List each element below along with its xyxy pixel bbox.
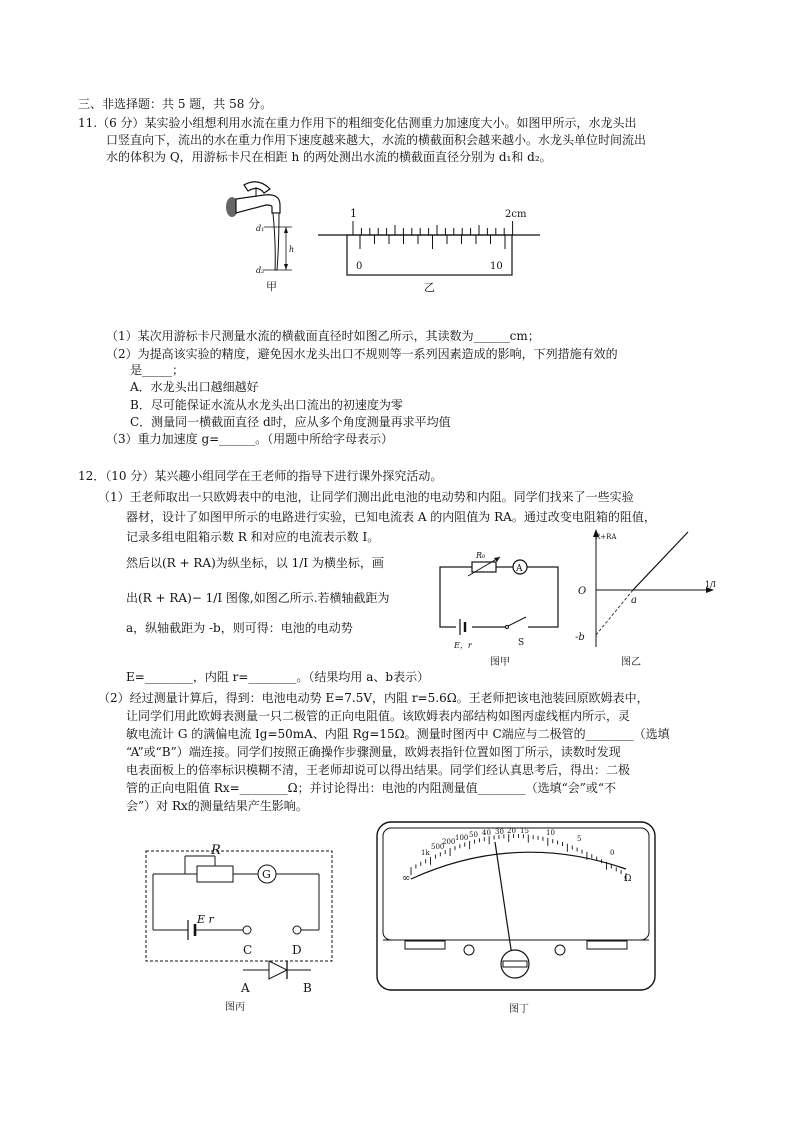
q12-p1-line6: a，纵轴截距为 -b，则可得：电池的电动势 xyxy=(126,621,353,635)
caption-bing: 图丙 xyxy=(225,1002,245,1013)
q11-sub1: （1）某次用游标卡尺测量水流的横截面直径时如图乙所示，其读数为______cm； xyxy=(106,329,540,343)
meter-scale-label: 50 xyxy=(469,831,478,839)
meter-scale-label: 500 xyxy=(431,843,445,851)
q11-stem-line3: 水的体积为 Q，用游标卡尺在相距 h 的两处测出水流的横截面直径分别为 d₁和 d₂。 xyxy=(106,150,552,164)
label-r0: R₀ xyxy=(476,551,486,560)
q11-stem-line2: 口竖直向下，流出的水在重力作用下速度越来越大，水流的横截面积会越来越小。水龙头单位时间流出 xyxy=(106,133,647,147)
graph-y-intercept: -b xyxy=(575,632,585,643)
ohmmeter-face-figure-ding xyxy=(376,821,656,1021)
meter-scale-label: 1k xyxy=(421,849,430,857)
meter-scale-label: 20 xyxy=(507,827,516,835)
meter-scale-label: 30 xyxy=(495,828,504,836)
q12-p1-line1: （1）王老师取出一只欧姆表中的电池，让同学们测出此电池的电动势和内阻。同学们找来了一些实验 xyxy=(98,490,634,504)
scale-unit-ohm: Ω xyxy=(624,874,632,884)
caption-graph-yi: 图乙 xyxy=(621,657,641,668)
q12-p2-line1: （2）经过测量计算后，得到：电池电动势 E=7.5V，内阻 r=5.6Ω。王老师把该电池装回原欧姆表中， xyxy=(98,691,649,705)
meter-scale-label: 0 xyxy=(610,849,615,857)
scale-infinity: ∞ xyxy=(402,873,411,884)
graph-y-label: R+RA xyxy=(595,533,617,541)
vernier-label-0: 0 xyxy=(356,261,363,272)
galvanometer-symbol: G xyxy=(262,868,271,881)
q12-p1-line3: 记录多组电阻箱示数 R 和对应的电流表示数 I。 xyxy=(126,530,380,544)
circuit-figure-jia xyxy=(432,553,567,668)
diode-terminal-a: A xyxy=(241,981,250,995)
meter-scale-label: 40 xyxy=(482,829,491,837)
diode-terminal-b: B xyxy=(303,981,312,995)
graph-origin: O xyxy=(578,586,587,597)
vernier-caliper-figure xyxy=(315,203,550,293)
q12-p2-line5: 电表面板上的倍率标识模糊不清，王老师却说可以得出结果。同学们经认真思考后，得出：二极 xyxy=(126,763,631,777)
q12-p1-line4: 然后以(R + RA)为纵坐标，以 1/I 为横坐标，画 xyxy=(126,556,384,570)
meter-scale-label: 10 xyxy=(546,829,555,837)
q11-stem-line1: 11.（6 分）某实验小组想利用水流在重力作用下的粗细变化估测重力加速度大小。如图甲所示，水龙头出 xyxy=(78,116,637,130)
caption-yi: 乙 xyxy=(424,281,435,294)
diode-symbol xyxy=(243,961,311,979)
label-d1: d₁ xyxy=(256,224,265,233)
q11-option-b: B．尽可能保证水流从水龙头出口流出的初速度为零 xyxy=(130,398,403,412)
meter-scale-label: 15 xyxy=(520,827,529,835)
label-er: E，r xyxy=(454,641,472,650)
meter-scale-label: 100 xyxy=(455,834,469,842)
ohmmeter-circuit-figure-bing xyxy=(145,843,340,1015)
q11-sub3: （3）重力加速度 g=______。（用题中所给字母表示） xyxy=(106,432,394,446)
q11-sub2-line1: （2）为提高该实验的精度，避免因水龙头出口不规则等一系列因素造成的影响，下列措施有效的 xyxy=(106,347,618,361)
terminal-d: D xyxy=(292,943,302,957)
q12-p2-line7: 会”）对 Rx的测量结果产生影响。 xyxy=(126,799,308,813)
label-switch: S xyxy=(518,638,525,648)
graph-figure-yi xyxy=(563,527,723,672)
q12-p2-line3: 敏电流计 G 的满偏电流 Ig=50mA、内阻 Rg=15Ω。测量时图丙中 C端应与二极管的________（选填 xyxy=(126,727,670,741)
q12-p2-line2: 让同学们用此欧姆表测量一只二极管的正向电阻值。该欧姆表内部结构如图丙虚线框内所示，灵 xyxy=(126,709,631,723)
q11-sub2-line2: 是_____； xyxy=(130,363,185,377)
q12-p2-line4: “A”或“B”）端连接。同学们按照正确操作步骤测量，欧姆表指针位置如图丁所示，读数时发现 xyxy=(126,745,621,759)
q12-p2-line6: 管的正向电阻值 Rx=________Ω；并讨论得出：电池的内阻测量值________（选填“会”或“不 xyxy=(126,781,617,795)
caption-circuit-jia: 图甲 xyxy=(490,657,510,668)
main-scale-label-2cm: 2cm xyxy=(505,209,527,220)
ammeter-symbol: A xyxy=(516,564,523,574)
faucet-figure xyxy=(218,175,308,295)
terminal-c: C xyxy=(243,943,253,957)
meter-scale-label: 5 xyxy=(577,835,582,843)
section-title: 三、非选择题：共 5 题，共 58 分。 xyxy=(78,97,273,111)
q11-option-c: C．测量同一横截面直径 d时，应从多个角度测量再求平均值 xyxy=(130,415,451,429)
caption-ding: 图丁 xyxy=(509,1004,529,1015)
meter-scale-label: 200 xyxy=(442,838,456,846)
q12-p1-line2: 器材，设计了如图甲所示的电路进行实验，已知电流表 A 的内阻值为 RA。通过改变电阻箱的阻值， xyxy=(126,510,656,524)
caption-jia: 甲 xyxy=(266,280,277,293)
q12-p1-line5: 出(R + RA)− 1/I 图像,如图乙所示.若横轴截距为 xyxy=(126,591,390,605)
label-battery-er: E r xyxy=(197,913,214,926)
graph-x-label: 1/I xyxy=(705,580,716,589)
label-d2: d₂ xyxy=(256,266,265,275)
q11-option-a: A．水龙头出口越细越好 xyxy=(130,380,259,394)
main-scale-label-1: 1 xyxy=(350,207,357,220)
vernier-label-10: 10 xyxy=(490,261,503,272)
q12-stem: 12．（10 分）某兴趣小组同学在王老师的指导下进行课外探究活动。 xyxy=(78,469,443,483)
q12-p1-line7: E=________，内阻 r=________。（结果均用 a、b表示） xyxy=(126,670,430,684)
graph-x-intercept: a xyxy=(631,595,637,606)
label-h: h xyxy=(289,245,295,254)
label-rheostat-r: R xyxy=(211,843,221,858)
